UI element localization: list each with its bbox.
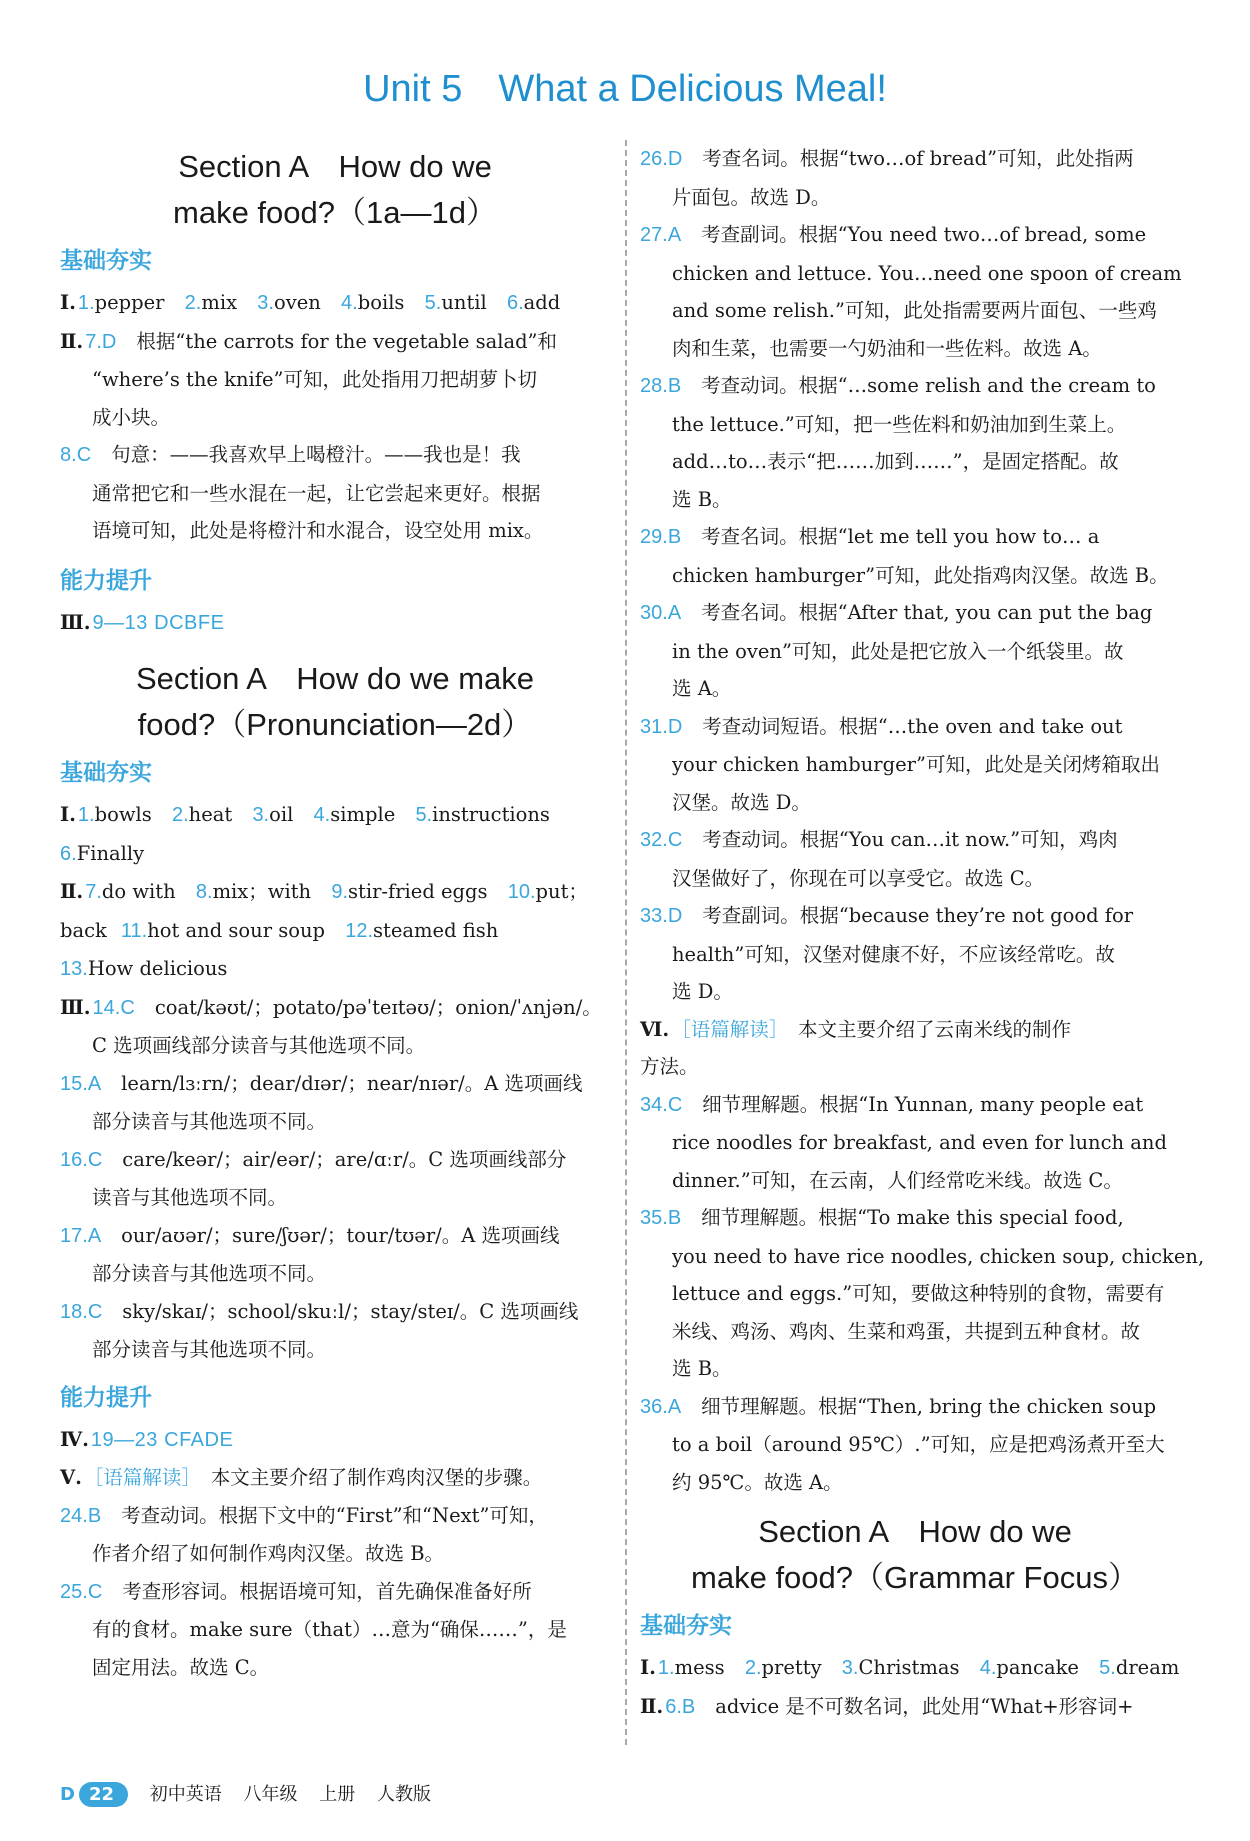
unit-name: What a Delicious Meal!	[498, 68, 887, 110]
question-36: 36.A 细节理解题。根据“Then, bring the chicken soup to a boil（around 95℃）.”可知，应是把鸡汤煮开至大 约 95℃。故选 A。	[640, 1394, 1165, 1494]
passage-summary: Ⅴ. ［语篇解读］ 本文主要介绍了制作鸡肉汉堡的步骤。	[60, 1466, 543, 1489]
answer-line: 6.Finally	[60, 841, 145, 865]
answer-line: 13.How delicious	[60, 957, 228, 980]
question-35: 35.B 细节理解题。根据“To make this special food, you need to have rice noodles, chicken soup, chicken, lettuce and eggs.”可知，要做这种特别的食物，需要有 米线、鸡汤、鸡肉、生菜和鸡蛋，共提到五种食材。故 选 B。	[640, 1206, 1205, 1380]
question-16: 16.C care/keər/；air/eər/；are/ɑːr/。C 选项画线部分 读音与其他选项不同。	[60, 1147, 567, 1209]
answer-line: Ⅰ. 1.mess 2.pretty 3.Christmas 4.pancake 5.dream	[640, 1656, 1180, 1679]
footer-letter: D	[60, 1784, 75, 1805]
column-divider	[625, 140, 627, 1745]
left-column	[60, 140, 610, 1686]
section-title: Section A How do we make food?（1a—1d）	[173, 149, 497, 230]
question-7: Ⅱ. 7.D 根据“the carrots for the vegetable salad”和 “where’s the knife”可知，此处指用刀把胡萝卜切 成小块。	[60, 329, 558, 429]
question-30: 30.A 考查名词。根据“After that, you can put the bag in the oven”可知，此处是把它放入一个纸袋里。故 选 A。	[640, 601, 1153, 700]
footer-grade: 八年级	[243, 1784, 298, 1805]
question-31: 31.D 考查动词短语。根据“…the oven and take out your chicken hamburger”可知，此处是关闭烤箱取出 汉堡。故选 D。	[640, 714, 1160, 814]
question-8: 8.C 句意：——我喜欢早上喝橙汁。——我也是！我 通常把它和一些水混在一起，让它尝起来更好。根据 语境可知，此处是将橙汁和水混合，设空处用 mix。	[60, 443, 544, 542]
unit-title	[0, 68, 1250, 111]
unit-number: Unit 5	[363, 68, 463, 110]
section-title: Section A How do we make food?（Grammar Focus）	[691, 1514, 1139, 1595]
question-15: 15.A learn/lɜːrn/；dear/dɪər/；near/nɪər/。A 选项画线 部分读音与其他选项不同。	[60, 1071, 583, 1133]
question-34: 34.C 细节理解题。根据“In Yunnan, many people eat rice noodles for breakfast, and even for lunch and dinner.”可知，在云南，人们经常吃米线。故选 C。	[640, 1092, 1167, 1192]
question-17: 17.A our/aʊər/；sure/ʃʊər/；tour/tʊər/。A 选项画线 部分读音与其他选项不同。	[60, 1223, 560, 1285]
question-14: Ⅲ. 14.C coat/kəʊt/；potato/pəˈteɪtəʊ/；onion/ˈʌnjən/。 C 选项画线部分读音与其他选项不同。	[60, 995, 602, 1057]
right-column	[640, 140, 1205, 1726]
footer-subject: 初中英语	[149, 1784, 222, 1805]
passage-summary: Ⅵ. ［语篇解读］ 本文主要介绍了云南米线的制作 方法。	[640, 1017, 1072, 1078]
question-6: Ⅱ. 6.B advice 是不可数名词，此处用“What+形容词+	[640, 1694, 1134, 1718]
answer-line: Ⅳ. 19—23 CFADE	[60, 1427, 234, 1451]
sub-heading-ability: 能力提升	[60, 567, 152, 594]
answer-line: back 11.hot and sour soup 12.steamed fish	[60, 918, 499, 942]
question-25: 25.C 考查形容词。根据语境可知，首先确保准备好所 有的食材。make sure（that）…意为“确保……”，是 固定用法。故选 C。	[60, 1579, 567, 1679]
question-33: 33.D 考查副词。根据“because they’re not good for health”可知，汉堡对健康不好，不应该经常吃。故 选 D。	[640, 904, 1134, 1003]
question-27: 27.A 考查副词。根据“You need two…of bread, some chicken and lettuce. You…need one spoon of cream and some relish.”可知，此处指需要两片面包、一些鸡 肉和生菜，也需要一勺奶油和一些佐料。故选 A。	[640, 223, 1182, 360]
question-26: 26.D 考查名词。根据“two…of bread”可知，此处指两 片面包。故选 D。	[640, 147, 1134, 209]
page-number: 22	[79, 1782, 128, 1807]
sub-heading-basic: 基础夯实	[60, 760, 152, 786]
question-28: 28.B 考查动词。根据“…some relish and the cream to the lettuce.”可知，把一些佐料和奶油加到生菜上。 add…to…表示“把……加到……”，是固定搭配。故 选 B。	[640, 374, 1156, 511]
question-32: 32.C 考查动词。根据“You can…it now.”可知，鸡肉 汉堡做好了，你现在可以享受它。故选 C。	[640, 828, 1118, 890]
answer-line: Ⅱ. 7.do with 8.mix；with 9.stir-fried eggs 10.put；	[60, 880, 588, 903]
sub-heading-ability: 能力提升	[60, 1384, 152, 1411]
footer-edition: 人教版	[376, 1784, 431, 1805]
question-24: 24.B 考查动词。根据下文中的“First”和“Next”可知， 作者介绍了如何制作鸡肉汉堡。故选 B。	[60, 1503, 548, 1565]
sub-heading-basic: 基础夯实	[640, 1613, 732, 1639]
answer-line: Ⅰ. 1.bowls 2.heat 3.oil 4.simple 5.instructions	[60, 803, 550, 826]
sub-heading-basic: 基础夯实	[60, 248, 152, 274]
question-18: 18.C sky/skaɪ/；school/skuːl/；stay/steɪ/。C 选项画线 部分读音与其他选项不同。	[60, 1299, 579, 1361]
section-title: Section A How do we make food?（Pronunciation—2d）	[135, 661, 535, 742]
answer-line: Ⅰ. 1.pepper 2.mix 3.oven 4.boils 5.until 6.add	[60, 291, 561, 314]
question-29: 29.B 考查名词。根据“let me tell you how to… a chicken hamburger”可知，此处指鸡肉汉堡。故选 B。	[640, 525, 1169, 587]
footer-volume: 上册	[319, 1784, 356, 1805]
page-footer	[60, 1780, 431, 1814]
answer-line: Ⅲ. 9—13 DCBFE	[60, 610, 225, 634]
